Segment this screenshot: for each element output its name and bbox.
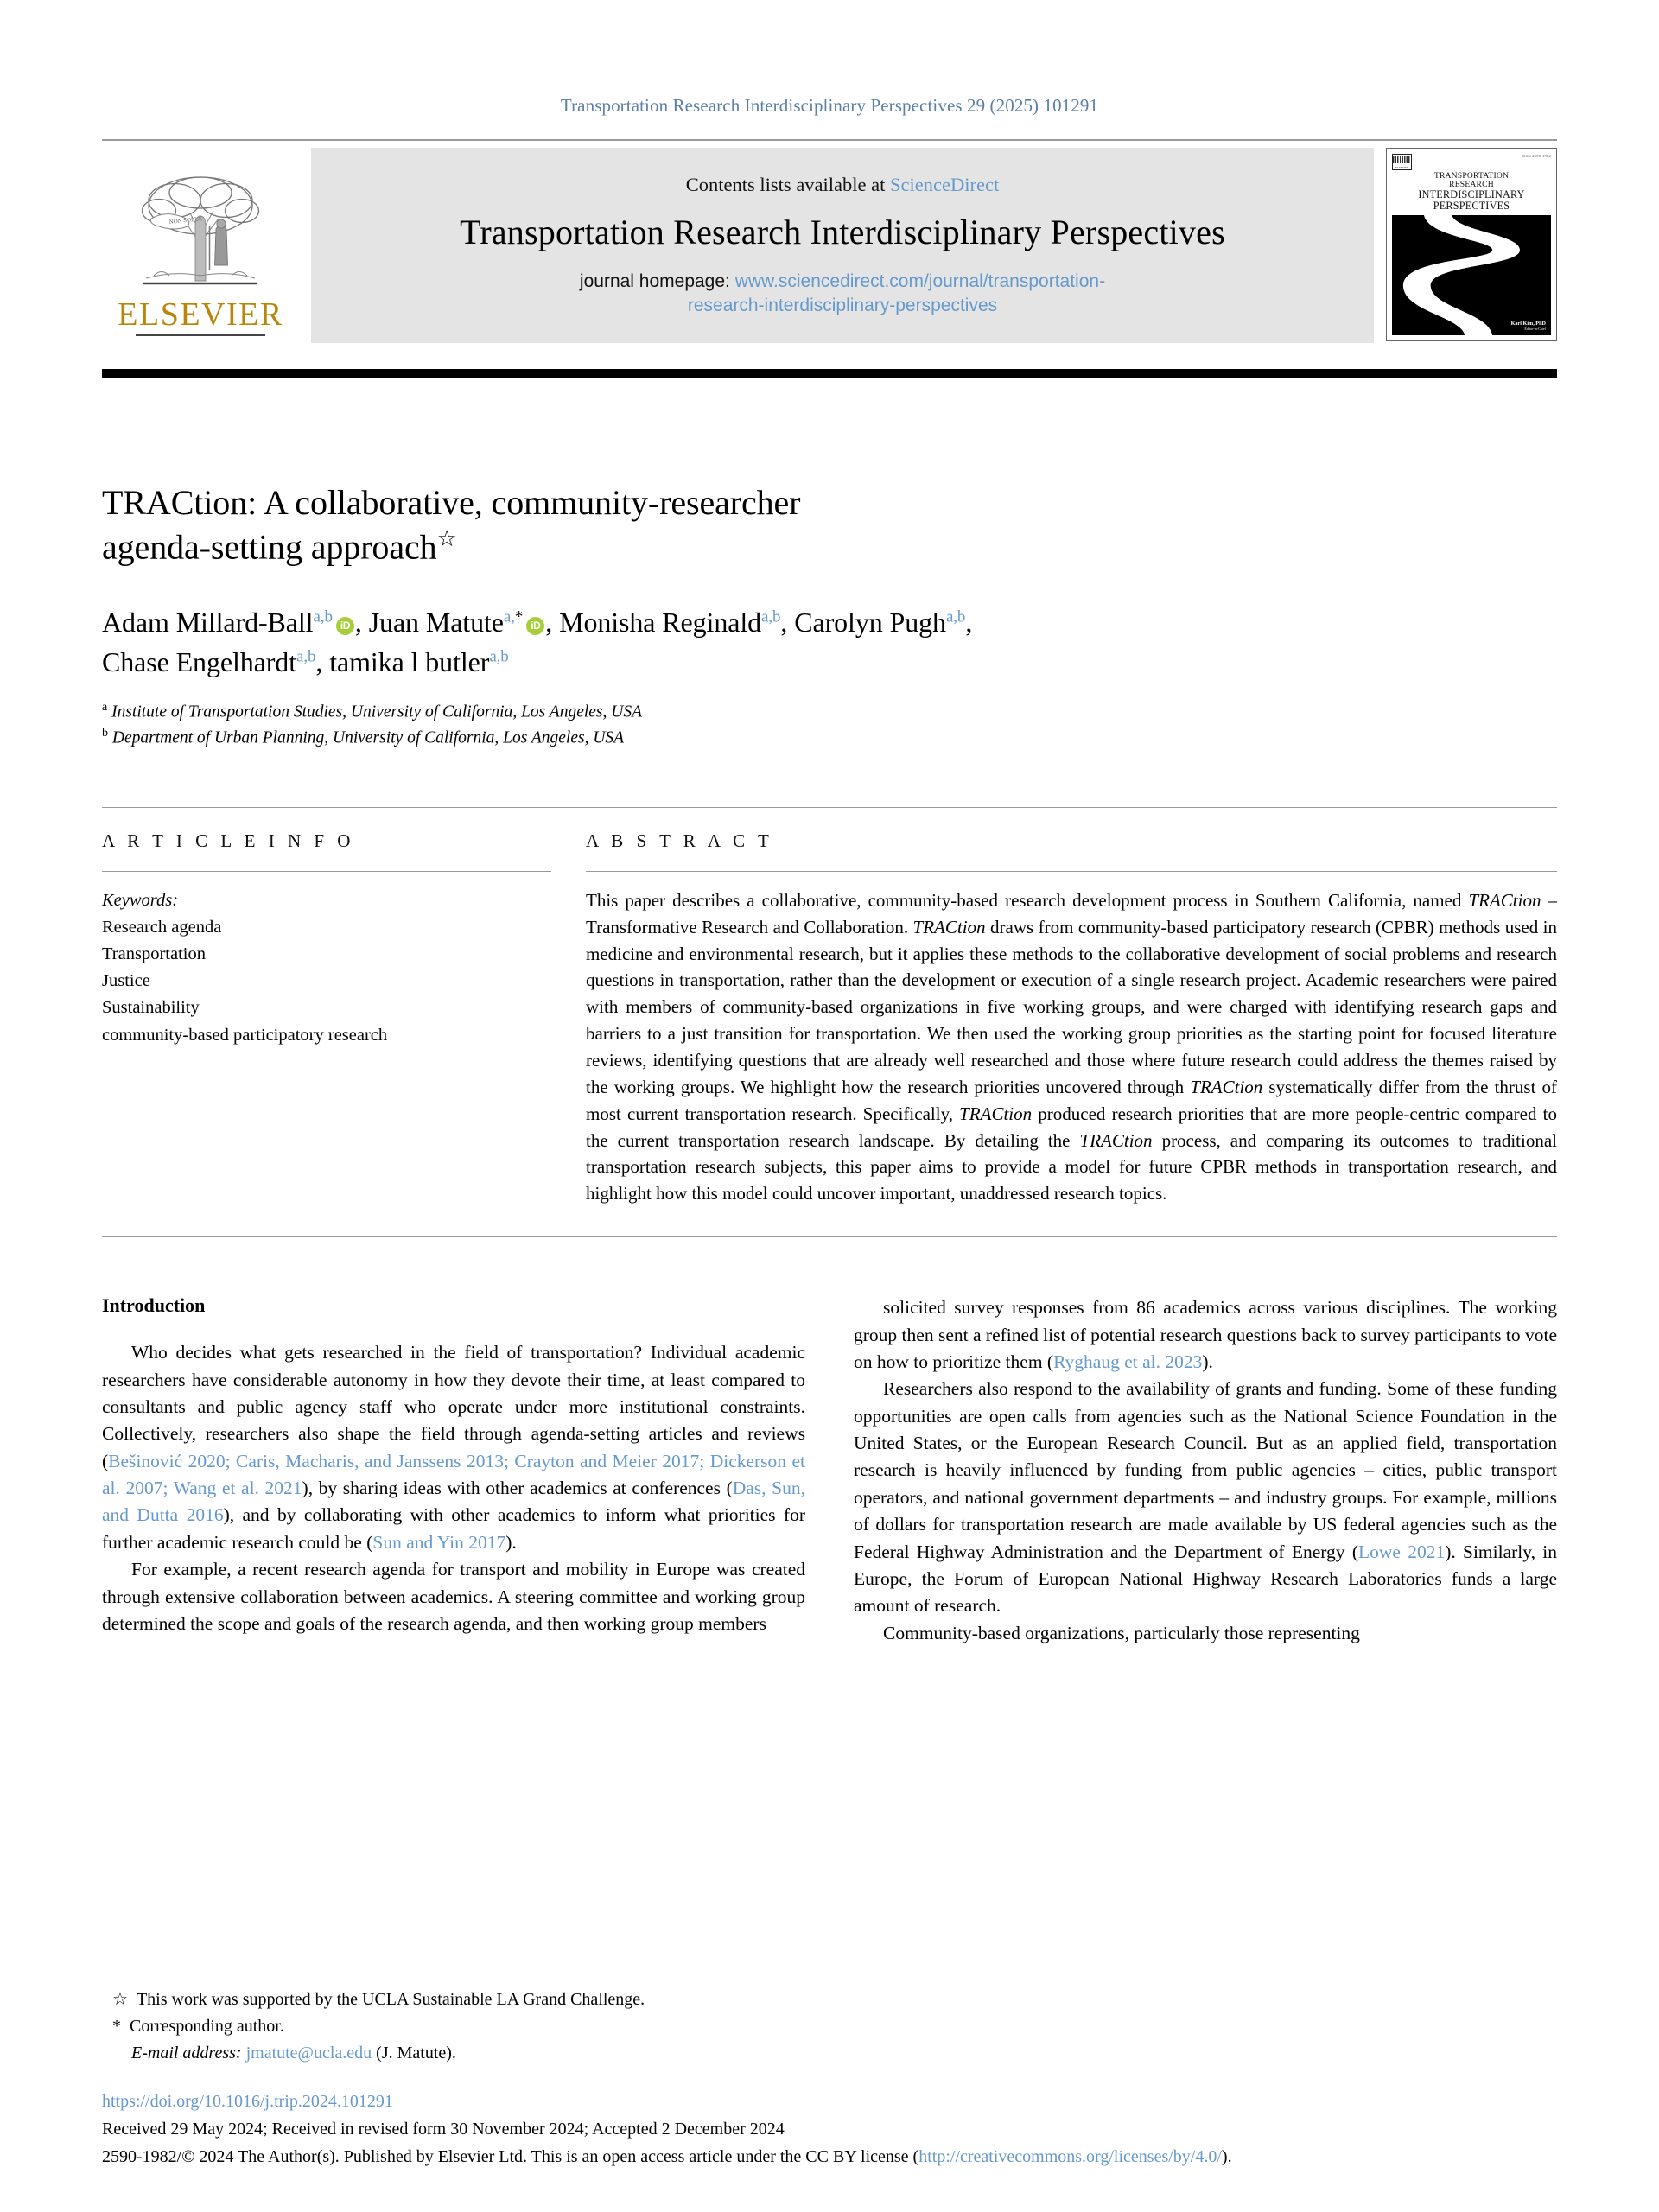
affiliation-item — [102, 699, 1557, 724]
footnote-funding-text: This work was supported by the UCLA Sustainable LA Grand Challenge. — [136, 1990, 645, 2009]
article-info-rule — [102, 871, 551, 872]
abstract-part: This paper describes a collaborative, community-based research development process in Southern California, named — [586, 889, 1469, 911]
author-list: Adam Millard-Ball$^{a,b}$ iD , Juan Matute$^{a,*}$ iD , Monisha Reginald$^{a,b}$, Carolyn Pugh$^{a,b}$, Chase Engelhardt$^{a,b}$, tamika l butler$^{a,b}$ — [102, 606, 973, 678]
abstract-part: systematically differ from the thrust of most current transportation research. Specifically, — [586, 1076, 1557, 1124]
introduction-heading: Introduction — [102, 1294, 206, 1317]
body-paragraph: For example, a recent research agenda for transport and mobility in Europe was created through extensive collaboration between academics. A steering committee and working group determined the scope and goals of the research agenda, and then working group members — [102, 1559, 805, 1634]
cover-artwork — [1392, 215, 1551, 335]
paragraph-part: ). — [505, 1531, 517, 1553]
copyright-line — [102, 2143, 1557, 2171]
keyword-item: Transportation — [102, 944, 206, 964]
cover-editor-name: Karl Kim, PhD — [1510, 320, 1546, 327]
author-name: Carolyn Pugh — [794, 606, 946, 638]
body-column-left — [102, 1294, 805, 1647]
citation-link[interactable]: Bešinović 2020; Caris, Macharis, and Janssens 2013; Crayton and Meier 2017; Dickerson et al. 2007; Wang et al. 2021 — [102, 1450, 805, 1499]
cover-name-line3: INTERDISCIPLINARY — [1418, 188, 1525, 201]
abstract-heading: A B S T R A C T — [586, 830, 773, 851]
body-paragraph — [854, 1376, 1557, 1619]
corresponding-author-marker: * — [514, 607, 524, 626]
copyright-suffix: ). — [1221, 2147, 1232, 2166]
svg-text:NON SOLUS: NON SOLUS — [168, 216, 203, 226]
abstract-part: process, and comparing its outcomes to traditional transportation research subjects, this paper aims to provide a model for future CPBR methods in transportation research, and highlight how this model could uncover important, unaddressed research topics. — [586, 1129, 1557, 1205]
elsevier-tree-icon — [136, 167, 265, 296]
doi-line — [102, 2088, 1557, 2115]
colophon-block — [102, 2088, 1557, 2171]
homepage-label: journal homepage: — [579, 270, 735, 291]
footnote-funding — [102, 1986, 1557, 2013]
elsevier-underline — [136, 334, 265, 336]
article-info-column — [102, 830, 586, 1207]
paragraph-part: Who decides what gets researched in the field of transportation? Individual academic researchers have considerable autonomy in how they devote their time, at least compared to consultants and public agency staff who operate under more institutional constraints. Collectively, researchers also shape the field through agenda-setting articles and reviews ( — [102, 1342, 805, 1471]
keyword-item: community-based participatory research — [102, 1025, 388, 1045]
abstract-part: produced research priorities that are more people-centric compared to the current transportation research landscape. By detailing the — [586, 1103, 1557, 1151]
abstract-column — [586, 830, 1557, 1207]
cover-journal-name — [1392, 172, 1551, 212]
author-affiliation-marker: a,b — [313, 607, 333, 626]
affiliation-marker: b — [102, 726, 108, 740]
paragraph-part: ). — [1202, 1351, 1213, 1372]
email-label: E-mail address: — [131, 2044, 242, 2063]
orcid-icon[interactable]: iD — [526, 617, 544, 635]
paragraph-part: solicited survey responses from 86 academics across various disciplines. The working group then sent a refined list of potential research questions back to survey participants to vote on how to prioritize them ( — [854, 1297, 1557, 1372]
affiliation-list — [102, 699, 1557, 749]
masthead-thick-rule — [102, 369, 1557, 378]
cover-issn: ISSN 2590-1982 — [1522, 154, 1551, 158]
elsevier-logo — [102, 141, 299, 357]
body-paragraph — [854, 1294, 1557, 1376]
homepage-link-part1[interactable]: www.sciencedirect.com/journal/transportation- — [734, 270, 1106, 291]
cover-elsevier-mark-icon — [1392, 154, 1412, 170]
cover-name-line1: TRANSPORTATION — [1433, 171, 1510, 181]
abstract-text — [586, 887, 1557, 1207]
article-info-heading: A R T I C L E I N F O — [102, 830, 355, 851]
affiliation-marker: a — [102, 701, 108, 715]
author-name: Chase Engelhardt — [102, 646, 296, 678]
journal-title: Transportation Research Interdisciplinary Perspectives — [460, 212, 1225, 251]
keyword-item: Sustainability — [102, 998, 200, 1018]
cover-name-line2: RESEARCH — [1449, 180, 1494, 190]
author-name: Adam Millard-Ball — [102, 606, 314, 638]
contents-prefix: Contents lists available at — [685, 173, 891, 195]
email-suffix: (J. Matute). — [372, 2044, 456, 2063]
abstract-emphasis: TRACtion — [1468, 889, 1541, 911]
elsevier-wordmark: ELSEVIER — [118, 296, 283, 333]
license-link[interactable]: http://creativecommons.org/licenses/by/4.0/ — [918, 2147, 1222, 2166]
email-link[interactable]: jmatute@ucla.edu — [245, 2044, 372, 2063]
info-abstract-section — [102, 807, 1557, 1207]
title-footnote-marker[interactable]: ☆ — [436, 526, 457, 552]
author-affiliation-marker: a,b — [489, 647, 509, 666]
abstract-part: draws from community-based participatory research (CPBR) methods used in medicine and environmental research, but it applies these methods to the collaborative development of social problems and research questions in transportation, rather than the development or execution of a single research project. Academic researchers were paired with members of community-based organizations in five working groups, and were charged with identifying research gaps and barriers to a just transition for transportation. We then used the working group priorities as the starting point for focused literature reviews, identifying questions that are already well researched and those where future research could address the themes raised by the working groups. We highlight how the research priorities uncovered through — [586, 916, 1558, 1097]
contents-available-line — [686, 174, 999, 196]
journal-banner — [311, 148, 1374, 343]
abstract-emphasis: TRACtion — [1190, 1076, 1263, 1097]
sciencedirect-link[interactable]: ScienceDirect — [890, 173, 1000, 195]
title-line-2: agenda-setting approach — [102, 527, 437, 567]
citation-link[interactable]: Sun and Yin 2017 — [372, 1531, 506, 1553]
author-affiliation-marker: a,b — [945, 607, 966, 626]
cover-editor-credit — [1511, 321, 1546, 331]
title-line-1: TRACtion: A collaborative, community-researcher — [102, 483, 801, 522]
affiliation-text: Institute of Transportation Studies, University of California, Los Angeles, USA — [111, 702, 643, 721]
body-column-right — [854, 1294, 1557, 1647]
footnote-asterisk-marker: * — [112, 2017, 121, 2036]
footnote-email — [102, 2040, 1557, 2067]
keyword-item: Justice — [102, 971, 150, 991]
author-affiliation-marker: a, — [503, 607, 515, 626]
abstract-emphasis: TRACtion — [1079, 1129, 1153, 1151]
body-paragraph: Community-based organizations, particularly those representing — [883, 1622, 1360, 1643]
abstract-emphasis: TRACtion — [959, 1103, 1033, 1124]
footnotes-block — [102, 1974, 1557, 2067]
received-dates-line: Received 29 May 2024; Received in revised form 30 November 2024; Accepted 2 December 2024 — [102, 2120, 785, 2139]
homepage-link-part2[interactable]: research-interdisciplinary-perspectives — [687, 295, 998, 315]
journal-cover-thumbnail — [1386, 148, 1557, 341]
running-head: Transportation Research Interdisciplinary Perspectives 29 (2025) 101291 — [560, 95, 1099, 116]
body-columns — [102, 1294, 1557, 1647]
cover-name-line4: PERSPECTIVES — [1433, 200, 1510, 213]
journal-homepage-line — [580, 270, 1105, 317]
orcid-icon[interactable]: iD — [336, 617, 354, 635]
cover-editor-role: Editor-in-Chief — [1524, 326, 1546, 331]
author-name: Monisha Reginald — [559, 606, 762, 638]
footnote-corresponding — [102, 2013, 1557, 2040]
paragraph-part: ), by sharing ideas with other academics at conferences ( — [302, 1478, 733, 1499]
page-title — [102, 480, 1557, 569]
keyword-item: Research agenda — [102, 918, 222, 938]
author-name: Juan Matute — [368, 606, 504, 638]
affiliation-item — [102, 725, 1557, 750]
affiliation-text: Department of Urban Planning, University of California, Los Angeles, USA — [111, 728, 625, 747]
journal-masthead — [102, 139, 1557, 357]
citation-link[interactable]: Ryghaug et al. 2023 — [1053, 1351, 1203, 1372]
paragraph-part: ), and by collaborating with other academics to inform what priorities for further academic research could be ( — [102, 1504, 805, 1553]
cover-elsevier-mark-label: ELSEVIER — [1395, 165, 1409, 169]
author-affiliation-marker: a,b — [296, 647, 316, 666]
citation-link[interactable]: Das, Sun, and Dutta 2016 — [102, 1478, 805, 1526]
keywords-label: Keywords: — [102, 890, 179, 910]
abstract-rule — [586, 871, 1557, 872]
copyright-text: 2590-1982/© 2024 The Author(s). Published by Elsevier Ltd. This is an open access article under the CC BY license ( — [102, 2147, 919, 2166]
citation-link[interactable]: Lowe 2021 — [1357, 1541, 1446, 1562]
body-paragraph — [102, 1339, 805, 1556]
abstract-part: – Transformative Research and Collaboration. — [586, 889, 1558, 938]
footnote-star-marker: ☆ — [112, 1990, 128, 2009]
doi-link[interactable]: https://doi.org/10.1016/j.trip.2024.101291 — [102, 2092, 393, 2111]
paragraph-part: Researchers also respond to the availability of grants and funding. Some of these funding opportunities are open calls from agencies such as the National Science Foundation in the United States, or the European Research Council. But as an applied field, transportation research is heavily influenced by funding from public agencies – cities, public transport operators, and national government departments – and industry groups. For example, millions of dollars for transportation research are made available by US federal agencies such as the Federal Highway Administration and the Department of Energy ( — [854, 1378, 1557, 1562]
abstract-emphasis: TRACtion — [912, 916, 986, 938]
paragraph-part: ). Similarly, in Europe, the Forum of European National Highway Research Laboratories funds a large amount of research. — [854, 1541, 1557, 1617]
author-name: tamika l butler — [329, 646, 490, 678]
author-affiliation-marker: a,b — [761, 607, 781, 626]
winding-road-icon — [1392, 215, 1551, 335]
abstract-bottom-rule — [102, 1236, 1557, 1237]
footnote-corresponding-text: Corresponding author. — [130, 2017, 284, 2036]
